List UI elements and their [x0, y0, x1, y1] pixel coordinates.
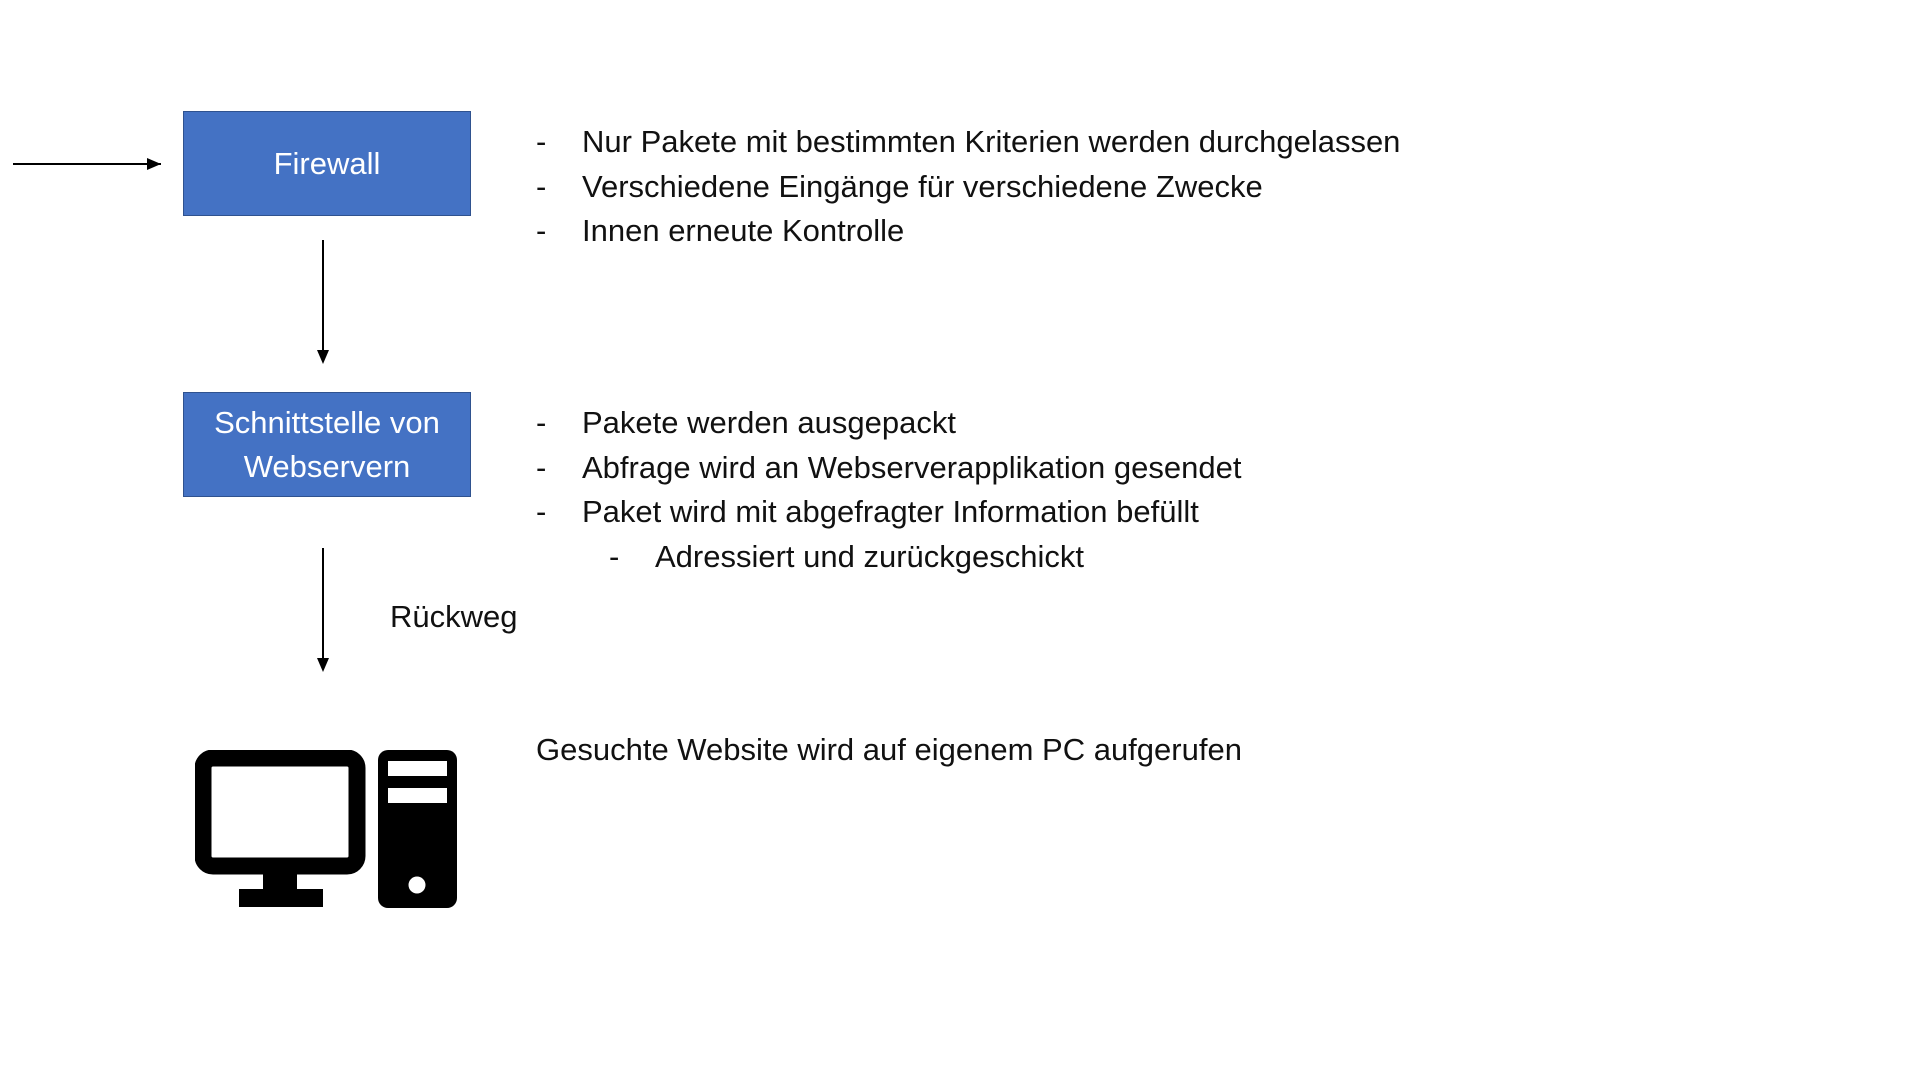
webserver-label-line2: Webservern	[243, 448, 411, 484]
webserver-notes	[536, 401, 1241, 579]
arrow-firewall-to-webserver-line	[322, 240, 324, 352]
note-item: - Abfrage wird an Webserverapplikation gesendet	[536, 449, 1242, 485]
incoming-arrow-line	[13, 163, 161, 165]
return-arrow-line	[322, 548, 324, 660]
incoming-arrow-head	[147, 158, 161, 170]
webserver-label-line1: Schnittstelle von	[214, 404, 440, 440]
note-item: - Nur Pakete mit bestimmten Kriterien werden durchgelassen	[536, 124, 1401, 159]
pc-note: Gesuchte Website wird auf eigenem PC aufgerufen	[536, 732, 1242, 767]
note-item: - Innen erneute Kontrolle	[536, 213, 905, 248]
sub-note-item: - Adressiert und zurückgeschickt	[609, 538, 1085, 574]
note-item: - Paket wird mit abgefragter Information befüllt	[536, 494, 1199, 529]
firewall-label: Firewall	[273, 145, 381, 181]
firewall-box	[183, 111, 471, 216]
note-item: - Verschiedene Eingänge für verschiedene Zwecke	[536, 168, 1263, 204]
webserver-interface-box	[183, 392, 471, 497]
arrow-firewall-to-webserver-head	[317, 350, 329, 364]
return-label: Rückweg	[390, 599, 518, 634]
note-item: - Pakete werden ausgepackt	[536, 405, 956, 440]
firewall-notes	[536, 120, 1400, 254]
return-arrow-head	[317, 658, 329, 672]
desktop-computer-icon	[195, 750, 460, 910]
